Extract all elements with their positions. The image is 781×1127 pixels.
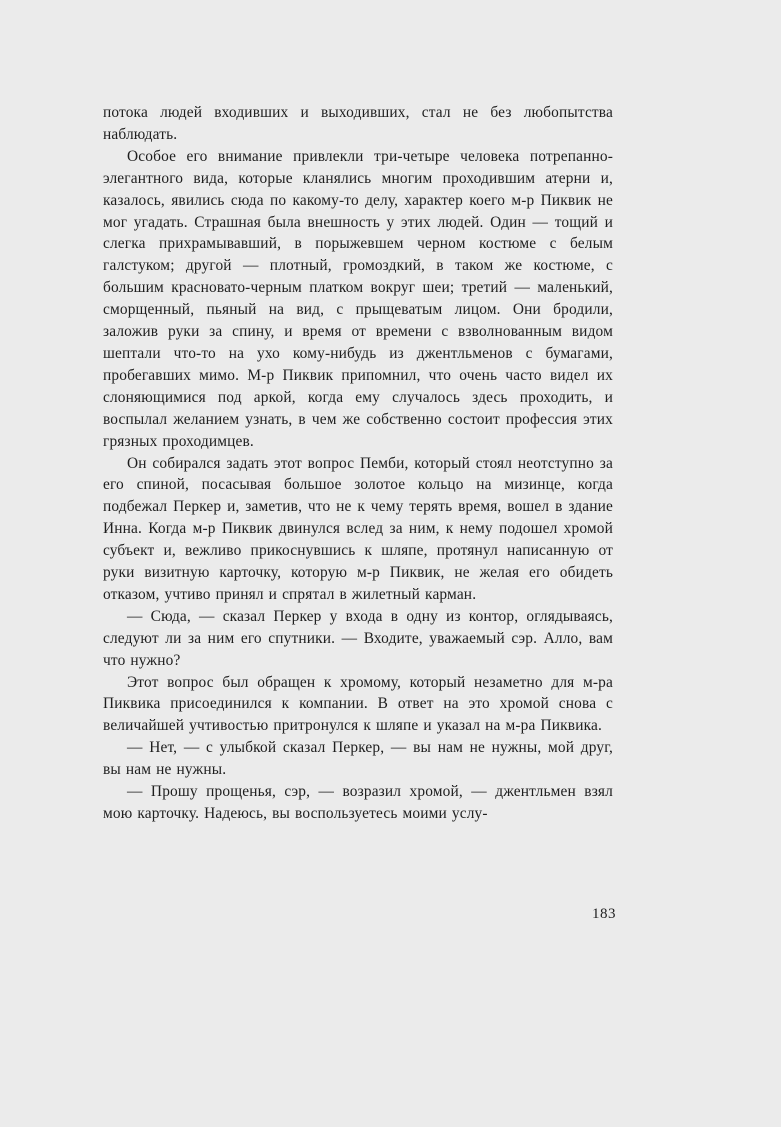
body-text	[103, 102, 613, 825]
paragraph-description: Особое его внимание привлекли три-четыре человека потрепанно-элегантного вида, которые кланялись многим проходившим атерни и, казалось, явились сюда по какому-то делу, характер коего м-р Пиквик не мог угадать. Страшная была внешность у этих людей. Один — тощий и слегка прихрамывавший, в порыжевшем черном костюме с белым галстуком; другой — плотный, громоздкий, в таком же костюме, с большим красновато-черным платком вокруг шеи; третий — маленький, сморщенный, пьяный на вид, с прыщеватым лицом. Они бродили, заложив руки за спину, и время от времени с взволнованным видом шептали что-то на ухо кому-нибудь из джентльменов с бумагами, пробегавших мимо. М-р Пиквик припомнил, что очень часто видел их слоняющимися под аркой, когда ему случалось здесь проходить, и воспылал желанием узнать, в чем же собственно состоит профессия этих грязных проходимцев.	[103, 147, 613, 450]
paragraph-dialogue-3: — Прошу прощенья, сэр, — возразил хромой, — джентльмен взял мою карточку. Надеюсь, вы воспользуетесь моими услу-	[103, 783, 613, 822]
paragraph-continuation: потока людей входивших и выходивших, стал не без любопытства наблюдать.	[103, 104, 613, 143]
paragraph-card: Он собирался задать этот вопрос Пемби, который стоял неотступно за его спиной, посасывая большое золотое кольцо на мизинце, когда подбежал Перкер и, заметив, что не к чему терять время, вошел в здание Инна. Когда м-р Пиквик двинулся вслед за ним, к нему подошел хромой субъект и, вежливо прикоснувшись к шляпе, протянул написанную от руки визитную карточку, которую м-р Пиквик, не желая его обидеть отказом, учтиво принял и спрятал в жилетный карман.	[103, 454, 613, 603]
page-number: 183	[592, 906, 616, 922]
paragraph-dialogue-1: — Сюда, — сказал Перкер у входа в одну из контор, оглядываясь, следуют ли за ним его спутники. — Входите, уважаемый сэр. Алло, вам что нужно?	[103, 607, 613, 669]
paragraph-dialogue-2: — Нет, — с улыбкой сказал Перкер, — вы нам не нужны, мой друг, вы нам не нужны.	[103, 739, 613, 779]
paragraph-question: Этот вопрос был обращен к хромому, который незаметно для м-ра Пиквика присоединился к компании. В ответ на это хромой снова с величайшей учтивостью притронулся к шляпе и указал на м-ра Пиквика.	[103, 673, 613, 735]
